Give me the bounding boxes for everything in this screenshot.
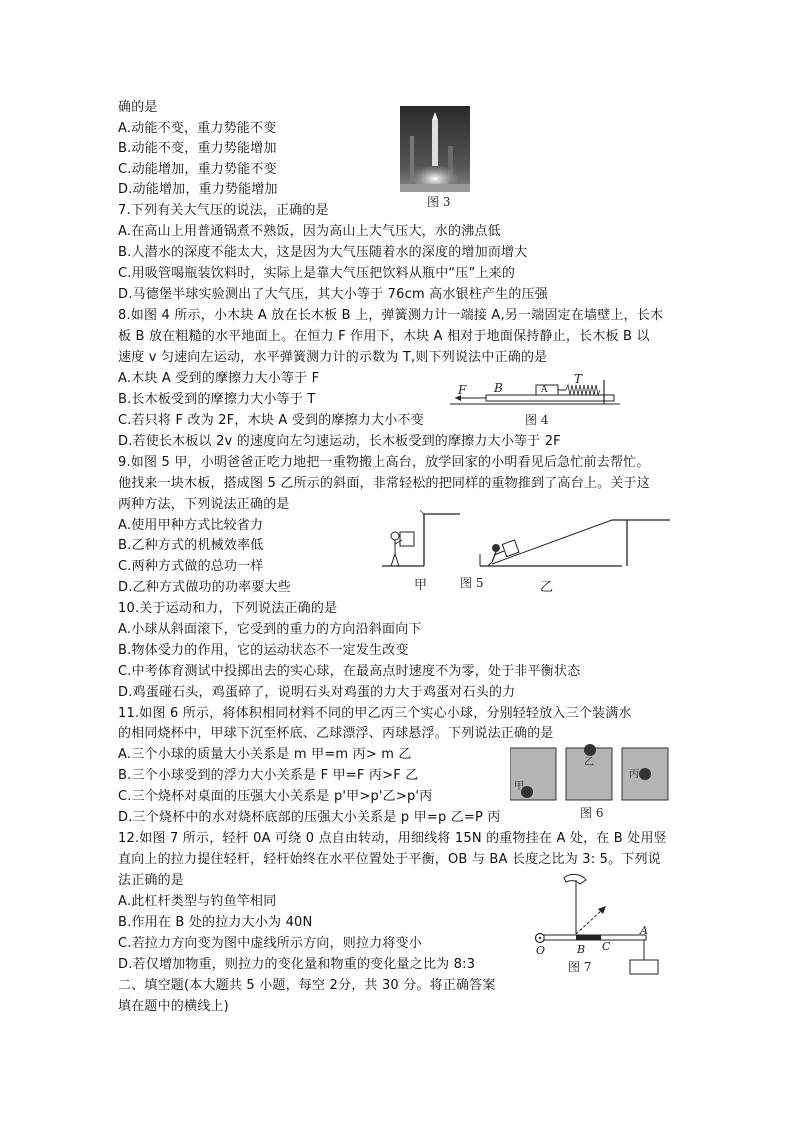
option-line: D.乙种方式做功的功率要大些 — [118, 580, 291, 595]
option-line: C.两种方式做的总功一样 — [118, 559, 264, 574]
option-line: A.木块 A 受到的摩擦力大小等于 F — [118, 371, 320, 386]
figure-7-label-O: O — [536, 944, 546, 957]
figure-4-label-T: T — [574, 372, 583, 386]
option-line: B.乙种方式的机械效率低 — [118, 538, 264, 553]
text-line: 的相同烧杯中，甲球下沉至杯底、乙球漂浮、丙球悬浮。下列说法正确的是 — [118, 726, 554, 741]
figure-6-caption: 图 6 — [580, 806, 604, 820]
option-line: C.若拉力方向变为图中虚线所示方向，则拉力将变小 — [118, 936, 423, 951]
option-line: C.中考体育测试中投掷出去的实心球，在最高点时速度不为零，处于非平衡状态 — [118, 664, 581, 679]
option-line: D.马德堡半球实验测出了大气压，其大小等于 76cm 高水银柱产生的压强 — [118, 287, 548, 302]
figure-6-ball-yi: 乙 — [584, 757, 594, 768]
figure-4-label-B: B — [494, 381, 503, 395]
option-line: B.长木板受到的摩擦力大小等于 T — [118, 392, 316, 407]
figure-3-rocket-photo — [400, 106, 470, 192]
figure-4-caption: 图 4 — [525, 413, 549, 427]
option-line: A.使用甲种方式比较省力 — [118, 518, 264, 533]
option-line: C.用吸管喝瓶装饮料时，实际上是靠大气压把饮料从瓶中“压”上来的 — [118, 266, 516, 281]
text-line: 板 B 放在粗糙的水平地面上。在恒力 F 作用下，木块 A 相对于地面保持静止，长木板 B 以 — [118, 329, 650, 344]
option-line: A.动能不变，重力势能不变 — [118, 121, 277, 136]
question-7: 7.下列有关大气压的说法，正确的是 — [118, 203, 329, 218]
option-line: C.动能增加，重力势能不变 — [118, 162, 277, 177]
option-line: B.三个小球受到的浮力大小关系是 F 甲=F 丙>F 乙 — [118, 768, 419, 783]
figure-7-caption: 图 7 — [568, 960, 592, 974]
figure-6-ball-bing: 丙 — [629, 769, 639, 780]
text-line: 速度 v 匀速向左运动，水平弹簧测力计的示数为 T,则下列说法中正确的是 — [118, 350, 548, 365]
section-heading: 二、填空题(本大题共 5 小题，每空 2分，共 30 分。将正确答案 — [118, 978, 496, 993]
option-line: B.作用在 B 处的拉力大小为 40N — [118, 915, 313, 930]
option-line: B.人潜水的深度不能太大，这是因为大气压随着水的深度的增加而增大 — [118, 245, 528, 260]
option-line: C.若只将 F 改为 2F，木块 A 受到的摩擦力大小不变 — [118, 413, 424, 428]
figure-5-diagram — [382, 506, 672, 568]
option-line: B.动能不变，重力势能增加 — [118, 141, 277, 156]
question-9: 9.如图 5 甲，小明爸爸正吃力地把一重物搬上高台，放学回家的小明看见后急忙前去帮忙。 — [118, 455, 650, 470]
figure-4-diagram — [450, 376, 630, 410]
text-line: 法正确的是 — [118, 873, 185, 888]
option-line: A.三个小球的质量大小关系是 m 甲=m 丙> m 乙 — [118, 747, 412, 762]
figure-3-caption: 图 3 — [427, 195, 451, 209]
question-12: 12.如图 7 所示，轻杆 0A 可绕 0 点自由转动，用细线将 15N 的重物挂在 A 处，在 B 处用竖 — [118, 831, 667, 846]
question-10: 10.关于运动和力，下列说法正确的是 — [118, 601, 338, 616]
option-line: D.鸡蛋碰石头，鸡蛋碎了，说明石头对鸡蛋的力大于鸡蛋对石头的力 — [118, 685, 516, 700]
option-line: B.物体受力的作用，它的运动状态不一定发生改变 — [118, 643, 409, 658]
figure-4-label-A: A — [541, 385, 548, 395]
figure-5-label-jia: 甲 — [414, 578, 428, 593]
option-line: A.此杠杆类型与钓鱼竿相同 — [118, 894, 277, 909]
figure-6-ball-jia: 甲 — [514, 781, 524, 792]
text-line: 他找来一块木板，搭成图 5 乙所示的斜面，非常轻松的把同样的重物推到了高台上。关于这 — [118, 476, 650, 491]
option-line: C.三个烧杯对桌面的压强大小关系是 p'甲>p'乙>p'丙 — [118, 789, 433, 804]
text-line: 两种方法，下列说法正确的是 — [118, 497, 290, 512]
figure-4-label-F: F — [458, 383, 467, 397]
question-8: 8.如图 4 所示，小木块 A 放在长木板 B 上，弹簧测力计一端接 A,另一端固定在墙壁上，长木 — [118, 308, 664, 323]
text-line: 确的是 — [118, 100, 158, 115]
option-line: D.若使长木板以 2v 的速度向左匀速运动，长木板受到的摩擦力大小等于 2F — [118, 434, 561, 449]
question-11: 11.如图 6 所示，将体积相同材料不同的甲乙丙三个实心小球，分别轻轻放入三个装满水 — [118, 706, 632, 721]
figure-7-label-B: B — [577, 943, 586, 956]
figure-5-caption: 图 5 — [460, 576, 484, 590]
figure-5-label-yi: 乙 — [540, 580, 554, 595]
figure-7-lever — [530, 868, 670, 976]
text-line: 直向上的拉力提住轻杆，轻杆始终在水平位置处于平衡，OB 与 BA 长度之比为 3: 5。下列说 — [118, 852, 661, 867]
option-line: D.若仅增加物重，则拉力的变化量和物重的变化量之比为 8:3 — [118, 957, 476, 972]
figure-7-label-A: A — [640, 924, 648, 937]
option-line: A.小球从斜面滚下，它受到的重力的方向沿斜面向下 — [118, 622, 422, 637]
figure-7-label-C: C — [602, 940, 611, 953]
option-line: D.三个烧杯中的水对烧杯底部的压强大小关系是 p 甲=p 乙=P 丙 — [118, 810, 501, 825]
section-heading-cont: 填在题中的横线上) — [118, 999, 229, 1014]
option-line: A.在高山上用普通锅煮不熟饭，因为高山上大气压大，水的沸点低 — [118, 224, 501, 239]
option-line: D.动能增加，重力势能增加 — [118, 182, 278, 197]
